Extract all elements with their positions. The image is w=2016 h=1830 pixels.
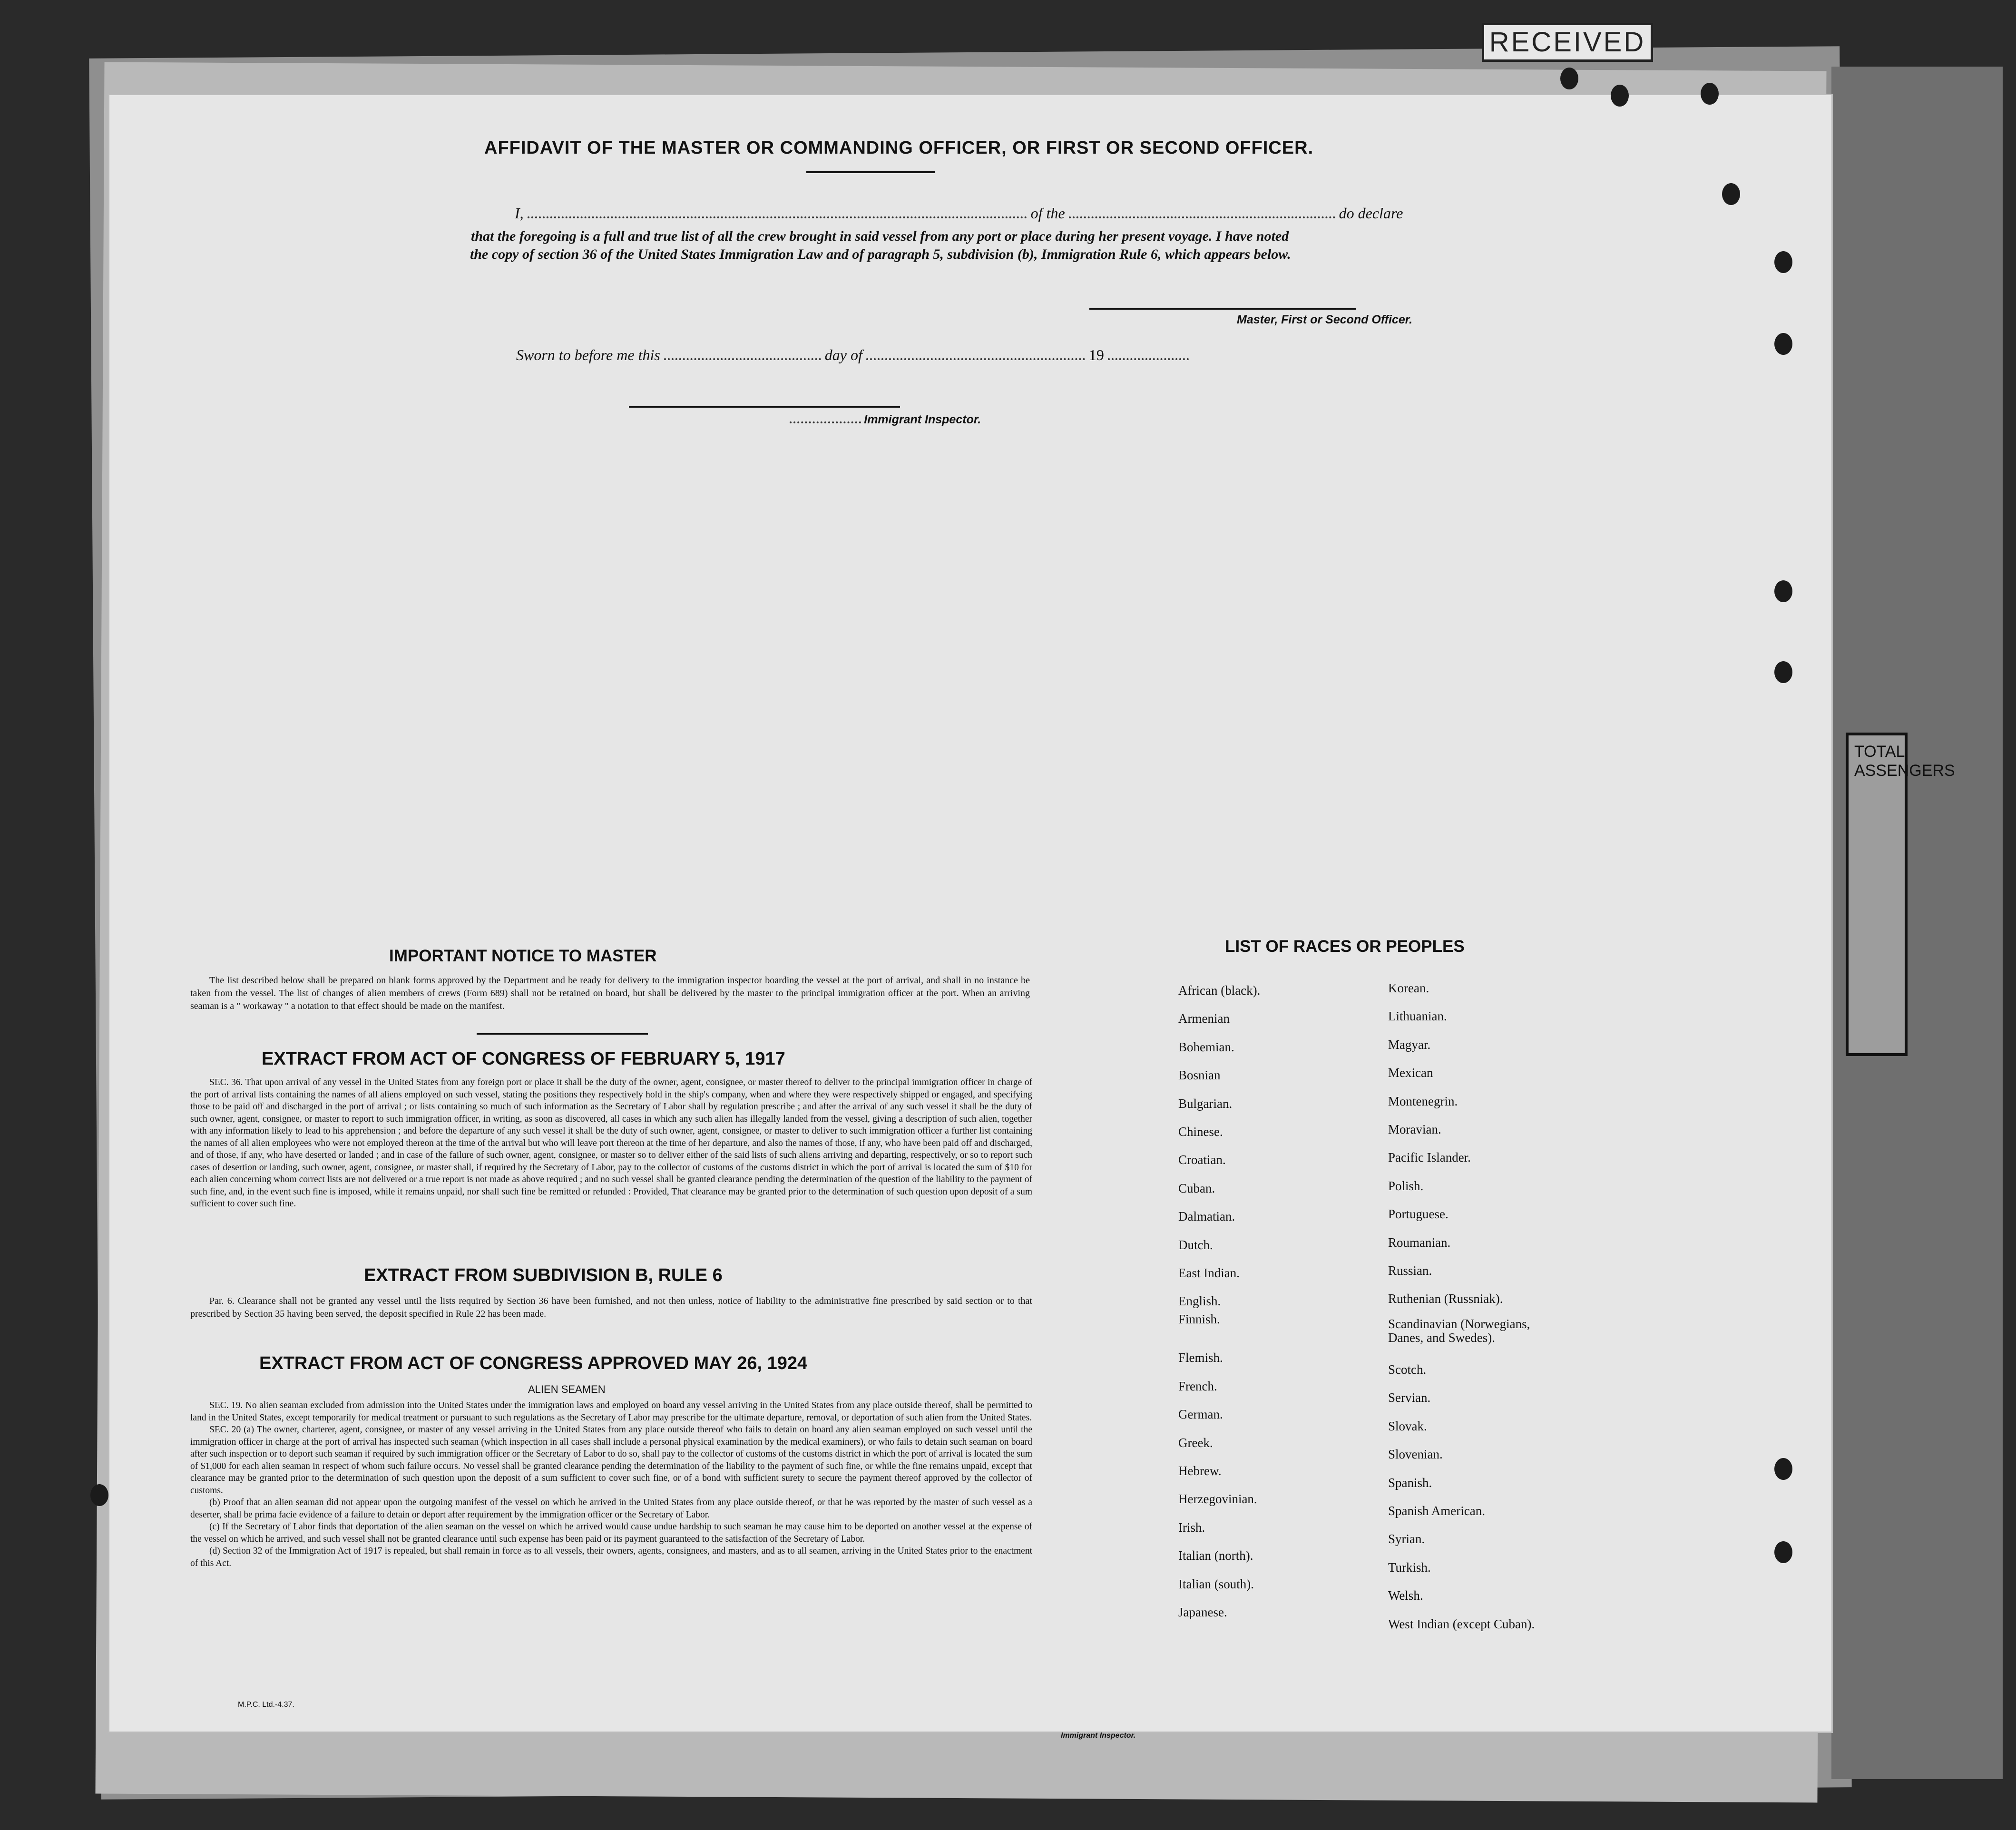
race-item: Dalmatian. bbox=[1178, 1209, 1235, 1224]
footer-inspector-label: Immigrant Inspector. bbox=[1061, 1732, 1136, 1740]
race-item: Armenian bbox=[1178, 1011, 1230, 1026]
race-item: Bulgarian. bbox=[1178, 1096, 1233, 1111]
punch-hole bbox=[1560, 68, 1578, 89]
race-item: Slovenian. bbox=[1388, 1447, 1443, 1462]
race-item: Chinese. bbox=[1178, 1125, 1223, 1139]
race-item: Dutch. bbox=[1178, 1237, 1213, 1252]
affidavit-title-rule bbox=[806, 171, 935, 173]
edge-label-passengers: ASSENGERS bbox=[1854, 762, 1955, 780]
race-item: Turkish. bbox=[1388, 1560, 1431, 1575]
sworn-label: Sworn to before me this bbox=[516, 346, 660, 363]
extract-1924-body bbox=[190, 1399, 1032, 1569]
race-item: Bohemian. bbox=[1178, 1039, 1234, 1054]
race-item: East Indian. bbox=[1178, 1266, 1240, 1281]
extract-1917-body bbox=[190, 1076, 1032, 1210]
race-item: Polish. bbox=[1388, 1178, 1424, 1193]
punch-hole bbox=[1722, 183, 1740, 205]
race-item: Pacific Islander. bbox=[1388, 1150, 1471, 1165]
race-item: Hebrew. bbox=[1178, 1463, 1222, 1478]
race-item: Croatian. bbox=[1178, 1153, 1226, 1167]
year-prefix: 19 bbox=[1088, 346, 1104, 363]
notice-title: IMPORTANT NOTICE TO MASTER bbox=[389, 947, 657, 965]
races-title: LIST OF RACES OR PEOPLES bbox=[1225, 937, 1465, 956]
race-item: Irish. bbox=[1178, 1520, 1205, 1535]
punch-hole bbox=[1701, 83, 1719, 105]
section-20d-text: (d) Section 32 of the Immigration Act of 1917 is repealed, but shall remain in force as to all vessels, their owners, agents, consignees, and masters, and as to all seamen, arriving in the United States prior to the enactment of this Act. bbox=[190, 1546, 1032, 1568]
vessel-blank bbox=[1069, 216, 1335, 218]
punch-hole bbox=[1774, 661, 1792, 683]
race-item: Japanese. bbox=[1178, 1605, 1227, 1619]
race-item: African (black). bbox=[1178, 983, 1261, 998]
day-of-label: day of bbox=[824, 346, 862, 363]
races-right-column bbox=[1388, 974, 1535, 1638]
punch-hole bbox=[1611, 85, 1629, 107]
section-20b-text: (b) Proof that an alien seaman did not appear upon the outgoing manifest of the vessel on which he arrived in the United States from any place outside thereof, or that he was reported by the master of such vessel as a deserter, shall be prima facie evidence of a failure to detain or deport after requirement by the immigration officer or the Secretary of Labor. bbox=[190, 1497, 1032, 1520]
rule-6-title: EXTRACT FROM SUBDIVISION B, RULE 6 bbox=[364, 1265, 723, 1285]
inspector-signature-line bbox=[629, 406, 900, 408]
race-item: Mexican bbox=[1388, 1066, 1433, 1080]
race-item: Korean. bbox=[1388, 981, 1429, 995]
race-item: Spanish American. bbox=[1388, 1503, 1485, 1518]
total-passengers-box bbox=[1846, 733, 1955, 1056]
alien-seamen-subtitle: ALIEN SEAMEN bbox=[528, 1383, 606, 1395]
race-item: English. bbox=[1178, 1294, 1221, 1309]
race-item: Bosnian bbox=[1178, 1068, 1221, 1083]
section-36-text: SEC. 36. That upon arrival of any vessel in the United States from any foreign port or place it shall be the duty of the owner, agent, consignee, or master thereof to deliver to the principal immigration officer in charge of the port of arrival lists containing the names of all aliens employed on such vessel, stating the positions they respectively hold in the ship's company, when and where they were respectively shipped or engaged, and specifying those to be paid off and discharged in the port of arrival ; or lists containing so much of such information as the Secretary of Labor shall by regulation prescribe ; and after the arrival of any such vessel it shall be the duty of such owner, agent, consignee, or master to report to such immigration officer, in writing, as soon as discovered, all cases in which any such alien has illegally landed from the vessel, giving a description of such alien, together with any information likely to lead to his apprehension ; and before the departure of any such vessel it shall be the duty of such owner, agent, consignee, or master to deliver to such immigration officer a further list containing the names of all alien employees who were not employed thereon at the time of the arrival but who will leave port thereon at the time of her departure, and also the names of those, if any, who have been paid off and discharged, and of those, if any, who have deserted or landed ; and in case of the failure of such owner, agent, consignee, or master so to deliver either of the said lists of such aliens arriving and departing, respectively, or so to report such cases of desertion or landing, such owner, agent, consignee, or master shall, if required by the Secretary of Labor, pay to the collector of customs of the customs district in which the port of arrival is located the sum of $10 for each alien concerning whom correct lists are not delivered or a true report is not made as above required ; and no such vessel shall be granted clearance pending the determination of the question of the liability to the payment of such fine, and, in the event such fine is imposed, while it remains unpaid, nor shall such fine be remitted or refunded : Provided, That clearance may be granted prior to the determination of such question upon deposit of a sum sufficient to cover such fine. bbox=[190, 1077, 1032, 1209]
race-item: Cuban. bbox=[1178, 1181, 1215, 1195]
race-item: Roumanian. bbox=[1388, 1235, 1451, 1250]
notice-text: The list described below shall be prepared on blank forms approved by the Department and be ready for delivery to the immigration inspector boarding the vessel at the port of arrival, and shall in no instance be taken from the vessel. The list of changes of alien members of crews (Form 689) shall not be retained on board, but shall be delivered by the master to the principal immigration officer at the port. When an arriving seaman is a " workaway " a notation to that effect should be made on the manifest. bbox=[190, 975, 1030, 1011]
affidavit-title: AFFIDAVIT OF THE MASTER OR COMMANDING OFFICER, OR FIRST OR SECOND OFFICER. bbox=[484, 138, 1314, 158]
race-item: Finnish. bbox=[1178, 1311, 1220, 1326]
punch-hole bbox=[1774, 580, 1792, 602]
race-item: West Indian (except Cuban). bbox=[1388, 1616, 1535, 1631]
race-item: Italian (south). bbox=[1178, 1576, 1254, 1591]
race-item: Moravian. bbox=[1388, 1122, 1441, 1137]
section-19-text: SEC. 19. No alien seaman excluded from admission into the United States under the immigration laws and employed on board any vessel arriving in the United States from any place outside thereof, shall be permitted to land in the United States, except temporarily for medical treatment or pursuant to such regulations as the Secretary of Labor may prescribe for the ultimate departure, removal, or deportation of such alien from the United States. bbox=[190, 1400, 1032, 1423]
race-item: Italian (north). bbox=[1178, 1548, 1253, 1563]
affidavit-line-3: the copy of section 36 of the United States Immigration Law and of paragraph 5, subdivision (b), Immigration Rule 6, which appears below. bbox=[470, 246, 1291, 262]
affidavit-do-declare: do declare bbox=[1339, 205, 1403, 222]
race-item: Scotch. bbox=[1388, 1362, 1427, 1377]
punch-hole bbox=[1774, 251, 1792, 273]
affidavit-line-1 bbox=[515, 205, 1403, 222]
rule-6-text: Par. 6. Clearance shall not be granted any vessel until the lists required by Section 36 have been furnished, and not then unless, notice of liability to the administrative fine prescribed by said section or to that prescribed by Section 35 having been served, the deposit specified in Rule 22 has been made. bbox=[190, 1296, 1032, 1319]
race-item: Greek. bbox=[1178, 1435, 1213, 1450]
race-item: Flemish. bbox=[1178, 1350, 1223, 1365]
received-stamp: RECEIVED bbox=[1482, 23, 1653, 62]
race-item: Ruthenian (Russniak). bbox=[1388, 1292, 1503, 1306]
race-item: Montenegrin. bbox=[1388, 1094, 1458, 1108]
rule-6-body bbox=[190, 1295, 1032, 1321]
races-left-column bbox=[1178, 977, 1260, 1626]
sworn-line bbox=[516, 346, 1189, 364]
race-item: Syrian. bbox=[1388, 1532, 1425, 1546]
notice-divider bbox=[477, 1033, 648, 1035]
race-item: Slovak. bbox=[1388, 1419, 1427, 1433]
race-item: Scandinavian (Norwegians, Danes, and Swedes). bbox=[1388, 1316, 1530, 1345]
section-20c-text: (c) If the Secretary of Labor finds that deportation of the alien seaman on the vessel on which he arrived would cause undue hardship to such seaman he may cause him to be deported on another vessel at the expense of the vessel on which he arrived, and such vessel shall not be granted clearance until such expense has been paid or its payment guaranteed to the satisfaction of the Secretary of Labor. bbox=[190, 1522, 1032, 1544]
inspector-blank bbox=[790, 421, 861, 423]
race-item: Spanish. bbox=[1388, 1475, 1432, 1490]
inspector-signature-row bbox=[790, 413, 981, 427]
printer-mark: M.P.C. Ltd.-4.37. bbox=[238, 1701, 294, 1709]
race-item: Herzegovinian. bbox=[1178, 1492, 1257, 1507]
punch-hole bbox=[90, 1484, 108, 1506]
inspector-signature-label: Immigrant Inspector. bbox=[864, 413, 981, 426]
year-blank bbox=[1108, 358, 1189, 360]
affidavit-i-label: I, bbox=[515, 205, 524, 222]
punch-hole bbox=[1774, 1541, 1792, 1563]
race-item: Portuguese. bbox=[1388, 1207, 1448, 1222]
section-20a-text: SEC. 20 (a) The owner, charterer, agent, consignee, or master of any vessel arriving in the United States from any place outside thereof who fails to detain on board any alien seaman employed on such vessel until the immigration officer in charge at the port of arrival has inspected such seaman (which inspection in all cases shall include a personal physical examination by the medical examiners), or who fails to detain such seaman on board after such inspection or to deport such seaman if required by such immigration officer or the Secretary of Labor to do so, shall pay to the collector of customs of the customs district in which the port of arrival is located the sum of $1,000 for each alien seaman in respect of whom such failure occurs. No vessel shall be granted clearance pending the determination of the liability to the payment of such fine, or while the fine remains unpaid, except that clearance may be granted prior to the determination of such question upon the deposit of a sum sufficient to cover such fine, or of a bond with sufficient surety to secure the payment thereof approved by the collector of customs. bbox=[190, 1425, 1032, 1496]
punch-hole bbox=[1774, 333, 1792, 355]
month-blank bbox=[866, 358, 1085, 360]
punch-hole bbox=[1774, 1458, 1792, 1480]
edge-label-total: TOTAL bbox=[1854, 743, 1905, 761]
extract-1924-title: EXTRACT FROM ACT OF CONGRESS APPROVED MAY 26, 1924 bbox=[259, 1353, 808, 1373]
affidavit-line-2: that the foregoing is a full and true list of all the crew brought in said vessel from any port or place during her present voyage. I have noted bbox=[471, 228, 1289, 244]
race-item: Russian. bbox=[1388, 1263, 1432, 1278]
race-item: Lithuanian. bbox=[1388, 1009, 1447, 1024]
race-item: French. bbox=[1178, 1379, 1217, 1393]
race-item: Welsh. bbox=[1388, 1588, 1423, 1603]
form-page bbox=[109, 95, 1831, 1740]
extract-1917-title: EXTRACT FROM ACT OF CONGRESS OF FEBRUARY 5, 1917 bbox=[262, 1049, 785, 1069]
day-blank bbox=[664, 358, 821, 360]
master-signature-label: Master, First or Second Officer. bbox=[1237, 313, 1413, 326]
race-item: Magyar. bbox=[1388, 1037, 1431, 1052]
affidavit-of-the: of the bbox=[1030, 205, 1065, 222]
race-item: Servian. bbox=[1388, 1390, 1431, 1405]
notice-body bbox=[190, 974, 1030, 1013]
name-blank bbox=[528, 216, 1027, 218]
master-signature-line bbox=[1089, 308, 1356, 310]
race-item: German. bbox=[1178, 1407, 1223, 1422]
